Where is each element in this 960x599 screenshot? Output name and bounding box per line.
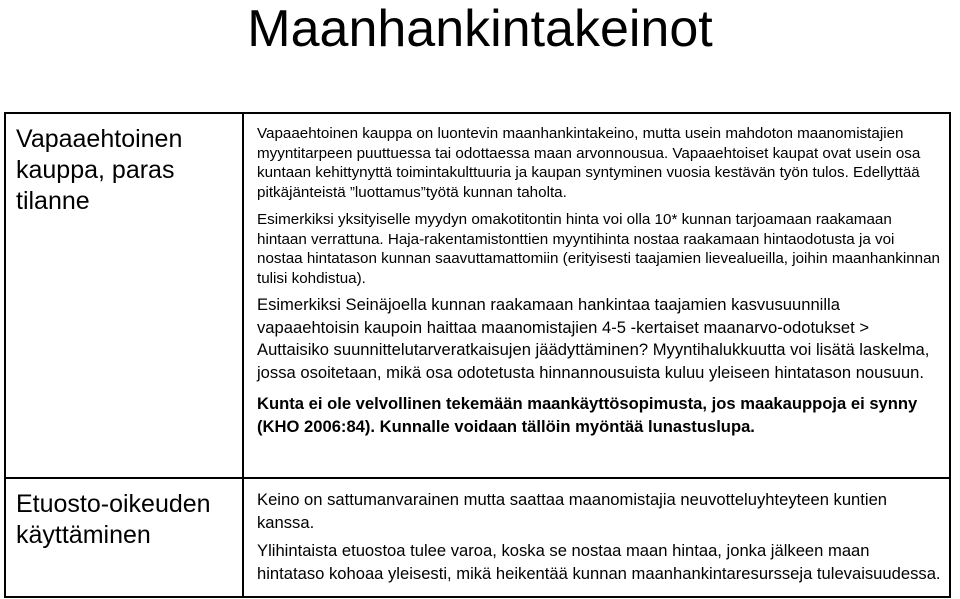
- section-heading: Etuosto-oikeuden käyttäminen: [16, 490, 211, 549]
- section-body-cell: [243, 478, 950, 597]
- paragraph: Esimerkiksi Seinäjoella kunnan raakamaan hankintaa taajamien kasvusuunnilla vapaaehtoisin kaupoin haittaa maanomistajien 4-5 -kertaiset maanarvo-odotukset > Auttaisiko suunnittelutarveratkaisujen jäädyttäminen? Myyntihalukkuutta voi lisätä laskelma, jossa osoitetaan, mikä osa odotetusta hinnannousuista kuluu yleiseen hintatason nousuun.: [257, 295, 930, 382]
- table-row: [5, 478, 950, 597]
- paragraph: Keino on sattumanvarainen mutta saattaa maanomistajia neuvotteluyhteyteen kuntien kanssa.: [257, 490, 888, 532]
- table-row: [5, 113, 950, 478]
- paragraph: Esimerkiksi yksityiselle myydyn omakotitontin hinta voi olla 10* kunnan tarjoamaan raakamaan hintaan verrattuna. Haja-rakentamistonttien myyntihinta nostaa raakamaan hintaodotusta ja voi nostaa hintatason kunnan saavuttamattomiin (erityisesti taajamien lievealueilla, joihin maanhankinnan tulisi kohdistua).: [257, 211, 940, 287]
- section-heading-cell: [5, 113, 243, 478]
- page-title: Maanhankintakeinot: [247, 0, 713, 58]
- paragraph: Vapaaehtoinen kauppa on luontevin maanhankintakeino, mutta usein mahdoton maanomistajien myyntitarpeen puuttuessa tai odottaessa maan arvonnousua. Vapaaehtoiset kaupat ovat usein osa kuntaan kehittynyttä toimintakulttuuria ja kaupan syntyminen vuosia kestävän työn tulos. Edellyttää pitkäjänteistä ”luottamus”työtä kunnan taholta.: [257, 125, 921, 201]
- section-heading-cell: [5, 478, 243, 597]
- paragraph-bold: Kunta ei ole velvollinen tekemään maankäyttösopimusta, jos maakauppoja ei synny (KHO 2006:84). Kunnalle voidaan tällöin myöntää lunastuslupa.: [257, 394, 918, 436]
- section-heading: Vapaaehtoinen kauppa, paras tilanne: [16, 125, 183, 215]
- section-body-cell: [243, 113, 950, 478]
- content-table: [4, 112, 951, 598]
- paragraph: Ylihintaista etuostoa tulee varoa, koska se nostaa maan hintaa, jonka jälkeen maan hintataso kohoaa yleisesti, mikä heikentää kunnan maanhankintaresursseja tulevaisuudessa.: [257, 541, 941, 583]
